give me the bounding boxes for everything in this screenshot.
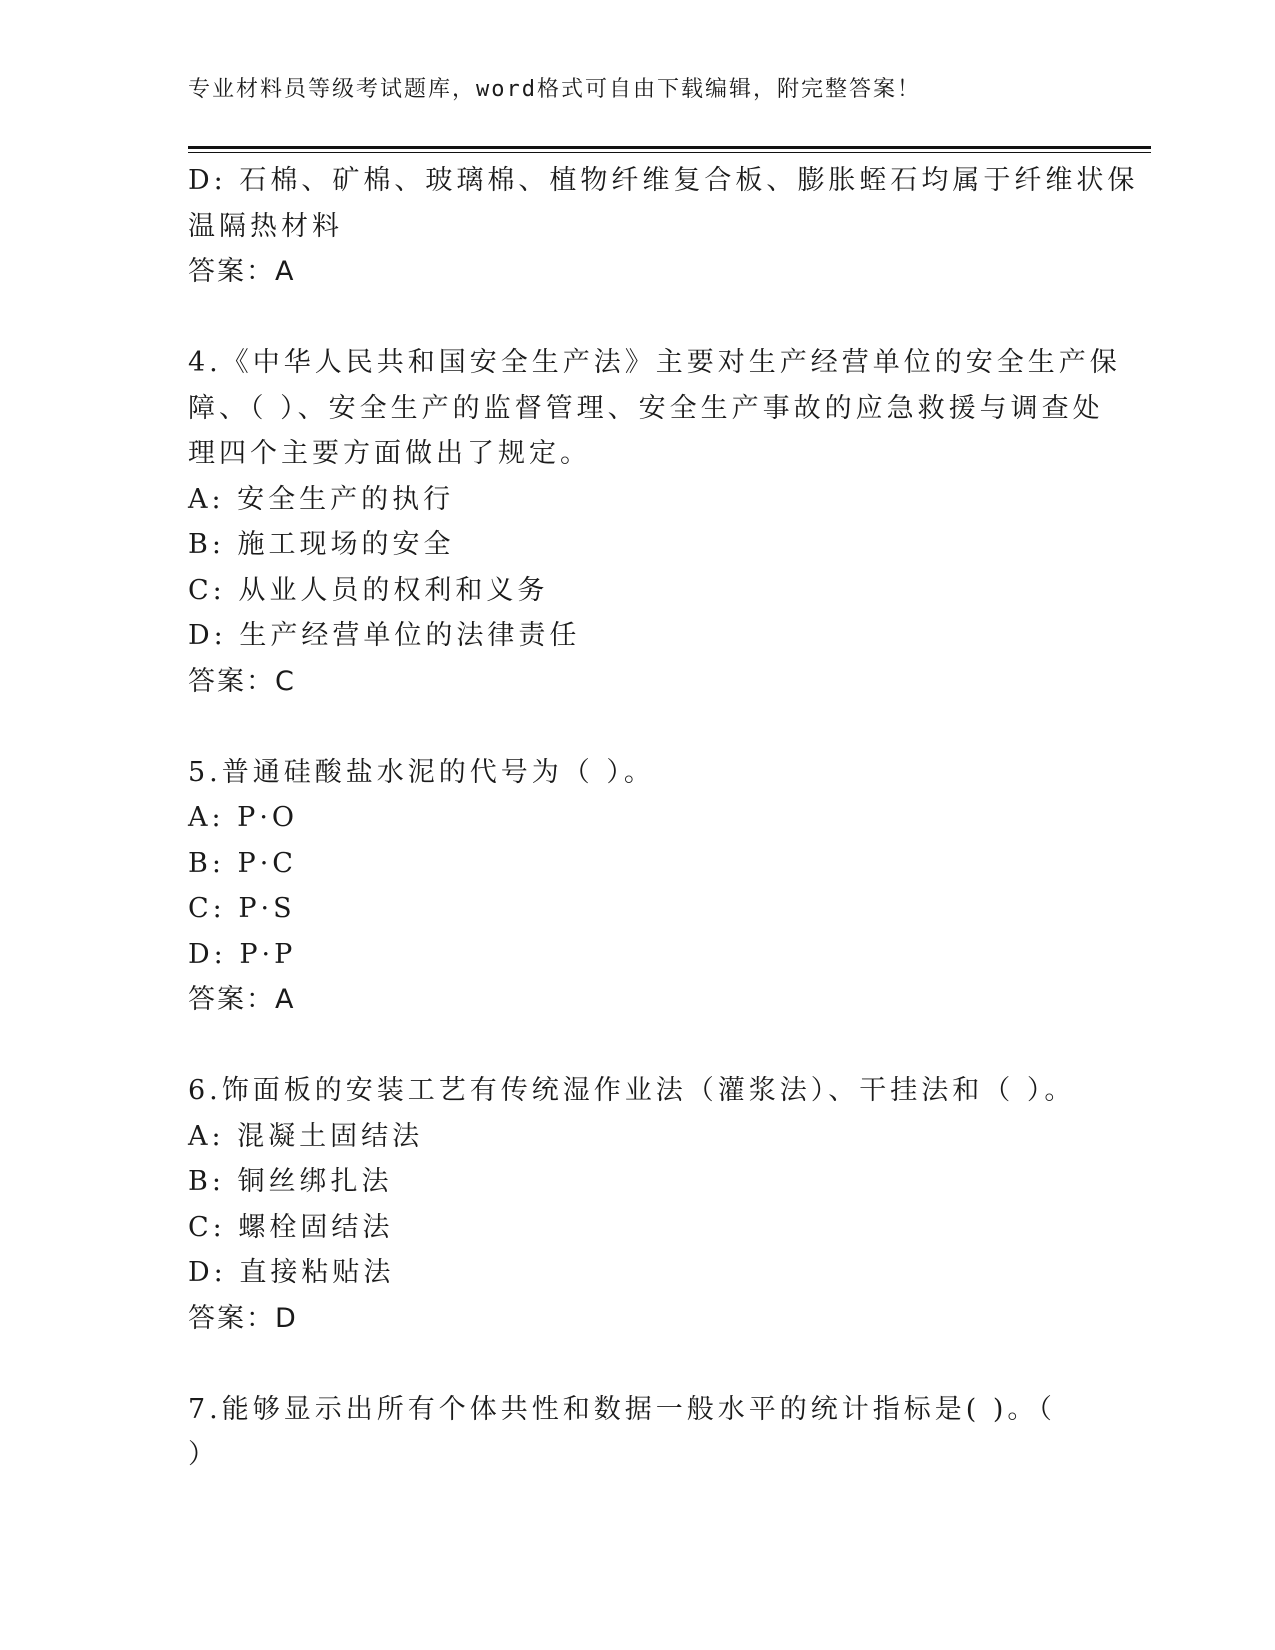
question-content xyxy=(188,158,1139,1478)
option-a: A: 混凝土固结法 xyxy=(188,1120,424,1152)
option-a: A: P·O xyxy=(188,802,299,833)
option-b: B: P·C xyxy=(188,847,297,879)
option-d-line: 温隔热材料 xyxy=(188,210,343,242)
page-header: 专业材料员等级考试题库，word格式可自由下载编辑，附完整答案！ xyxy=(188,77,921,102)
header-divider-thin xyxy=(188,152,1151,153)
option-d-line: D: 石棉、矿棉、玻璃棉、植物纤维复合板、膨胀蛭石均属于纤维状保 xyxy=(188,165,1139,196)
question-stem: 4.《中华人民共和国安全生产法》主要对生产经营单位的安全生产保 xyxy=(188,347,1121,378)
option-c: C: 从业人员的权利和义务 xyxy=(188,574,549,606)
question-block xyxy=(188,1068,1088,1341)
question-stem: 理四个主要方面做出了规定。 xyxy=(188,438,591,469)
question-block xyxy=(188,750,1088,1023)
option-b: B: 铜丝绑扎法 xyxy=(188,1166,393,1197)
question-block xyxy=(188,340,1121,704)
question-block xyxy=(188,1387,1088,1478)
answer-text: 答案：A xyxy=(188,984,296,1015)
option-d: D: P·P xyxy=(188,938,297,970)
option-d: D: 直接粘贴法 xyxy=(188,1257,395,1288)
option-b: B: 施工现场的安全 xyxy=(188,529,455,560)
option-a: A: 安全生产的执行 xyxy=(188,483,455,515)
question-stem: ） xyxy=(188,1439,219,1470)
answer-text: 答案：C xyxy=(188,665,296,697)
question-stem: 5.普通硅酸盐水泥的代号为（ ）。 xyxy=(188,756,655,788)
option-c: C: 螺栓固结法 xyxy=(188,1211,394,1243)
question-stem: 障、（ ）、安全生产的监督管理、安全生产事故的应急救援与调查处 xyxy=(188,392,1104,424)
option-c: C: P·S xyxy=(188,893,296,924)
answer-text: 答案：D xyxy=(188,1302,298,1334)
option-d: D: 生产经营单位的法律责任 xyxy=(188,620,581,651)
question-stem: 7.能够显示出所有个体共性和数据一般水平的统计指标是( )。（ xyxy=(188,1393,1056,1425)
header-divider-thick xyxy=(188,146,1151,149)
question-stem: 6.饰面板的安装工艺有传统湿作业法（灌浆法）、干挂法和（ ）。 xyxy=(188,1075,1076,1106)
answer-text: 答案：A xyxy=(188,256,296,287)
